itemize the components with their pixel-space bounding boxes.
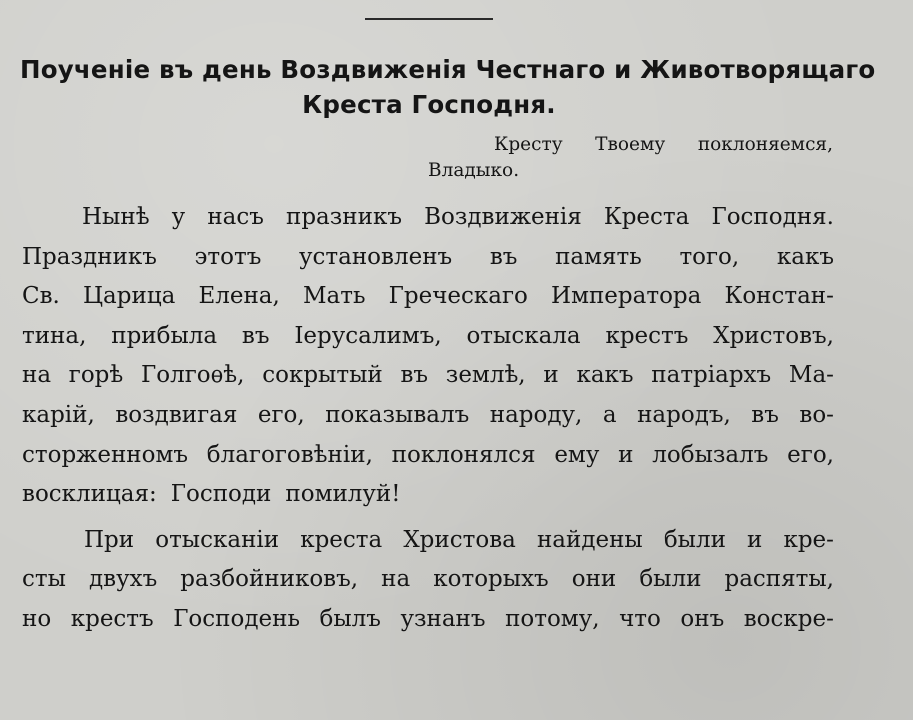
word: воскре- bbox=[743, 605, 834, 632]
word: какъ bbox=[576, 362, 634, 389]
word: народъ, bbox=[637, 401, 731, 428]
word: и bbox=[543, 362, 559, 389]
word: крестъ bbox=[605, 322, 689, 349]
word: помилуй! bbox=[285, 481, 401, 508]
word: во- bbox=[799, 401, 834, 428]
sermon-title bbox=[20, 52, 876, 122]
title-line: Поученіе въ день Воздвиженія Честнаго и Животворящаго bbox=[20, 55, 876, 84]
paragraph bbox=[22, 198, 834, 515]
text-line bbox=[22, 521, 834, 561]
word: кре- bbox=[783, 526, 834, 553]
word: въ bbox=[241, 322, 270, 349]
word: Императора bbox=[551, 283, 702, 310]
text-line bbox=[22, 396, 834, 436]
sermon-body bbox=[22, 198, 834, 640]
word: ему bbox=[554, 441, 600, 468]
word: карій, bbox=[22, 401, 95, 428]
word: въ bbox=[489, 243, 518, 270]
word: Св. bbox=[22, 283, 60, 310]
word: они bbox=[571, 566, 617, 593]
word: Христова bbox=[403, 526, 516, 553]
word: сокрытый bbox=[262, 362, 383, 389]
section-divider bbox=[365, 18, 493, 20]
word: Нынѣ bbox=[82, 204, 150, 230]
word: При bbox=[84, 526, 135, 553]
word: что bbox=[619, 605, 661, 632]
word: поклоняемся, bbox=[697, 134, 833, 155]
word: Елена, bbox=[198, 283, 280, 310]
word: Мать bbox=[302, 283, 366, 310]
word: отысканіи bbox=[155, 526, 280, 553]
word: народу, bbox=[489, 401, 583, 428]
word: Господень bbox=[173, 605, 300, 632]
word: но bbox=[22, 605, 52, 632]
word: прибыла bbox=[111, 322, 218, 349]
word: его, bbox=[257, 401, 305, 428]
epigraph-line: Владыко. bbox=[428, 160, 520, 181]
word: которыхъ bbox=[433, 566, 549, 593]
text-line bbox=[22, 277, 834, 317]
word: горѣ bbox=[68, 362, 124, 389]
text-line bbox=[22, 317, 834, 357]
word: насъ bbox=[207, 204, 264, 230]
title-line: Креста Господня. bbox=[302, 90, 556, 119]
word: потому, bbox=[505, 605, 600, 632]
word: патріархъ bbox=[651, 362, 772, 389]
word: показывалъ bbox=[325, 401, 470, 428]
word: благоговѣніи, bbox=[206, 441, 373, 468]
word: и bbox=[747, 526, 763, 553]
word: сторженномъ bbox=[22, 441, 188, 468]
word: Господня. bbox=[711, 204, 834, 230]
epigraph bbox=[428, 132, 833, 184]
text-line bbox=[22, 238, 834, 278]
word: двухъ bbox=[88, 566, 158, 593]
word: землѣ, bbox=[445, 362, 526, 389]
word: восклицая: bbox=[22, 481, 157, 508]
word: поклонялся bbox=[391, 441, 536, 468]
word: въ bbox=[400, 362, 429, 389]
word: того, bbox=[679, 243, 740, 270]
word: узнанъ bbox=[400, 605, 486, 632]
word: лобызалъ bbox=[652, 441, 769, 468]
word: на bbox=[381, 566, 411, 593]
word: Царица bbox=[83, 283, 176, 310]
word: Кресту bbox=[494, 134, 563, 155]
word: отыскала bbox=[466, 322, 581, 349]
word: Господи bbox=[170, 481, 272, 508]
text-line bbox=[22, 356, 834, 396]
text-line bbox=[22, 436, 834, 476]
word: этотъ bbox=[194, 243, 262, 270]
word: празникъ bbox=[286, 204, 402, 230]
epigraph-line bbox=[428, 132, 833, 158]
word: Воздвиженія bbox=[424, 204, 582, 230]
word: разбойниковъ, bbox=[180, 566, 359, 593]
word: креста bbox=[300, 526, 383, 553]
word: какъ bbox=[776, 243, 834, 270]
word: воздвигая bbox=[115, 401, 238, 428]
text-line bbox=[22, 560, 834, 600]
word: его, bbox=[787, 441, 834, 468]
word: сты bbox=[22, 566, 66, 593]
word: Праздникъ bbox=[22, 243, 157, 270]
word: Греческаго bbox=[388, 283, 528, 310]
text-line bbox=[22, 600, 834, 640]
word: память bbox=[555, 243, 642, 270]
word: Твоему bbox=[595, 134, 666, 155]
word: и bbox=[618, 441, 634, 468]
word: а bbox=[602, 401, 617, 428]
word: онъ bbox=[680, 605, 725, 632]
word: тина, bbox=[22, 322, 87, 349]
word: Констан- bbox=[724, 283, 834, 310]
word: въ bbox=[751, 401, 779, 428]
word: Іерусалимъ, bbox=[294, 322, 442, 349]
word: Христовъ, bbox=[713, 322, 834, 349]
text-line bbox=[22, 475, 834, 515]
word: установленъ bbox=[299, 243, 453, 270]
word: Ма- bbox=[788, 362, 834, 389]
word: на bbox=[22, 362, 52, 389]
word: были bbox=[639, 566, 702, 593]
word: Голгоѳѣ, bbox=[141, 362, 245, 389]
word: были bbox=[663, 526, 726, 553]
text-line bbox=[22, 198, 834, 238]
word: у bbox=[171, 204, 186, 230]
word: распяты, bbox=[724, 566, 834, 593]
word: былъ bbox=[319, 605, 381, 632]
paragraph bbox=[22, 521, 834, 640]
word: найдены bbox=[536, 526, 643, 553]
word: крестъ bbox=[70, 605, 154, 632]
word: Креста bbox=[603, 204, 690, 230]
